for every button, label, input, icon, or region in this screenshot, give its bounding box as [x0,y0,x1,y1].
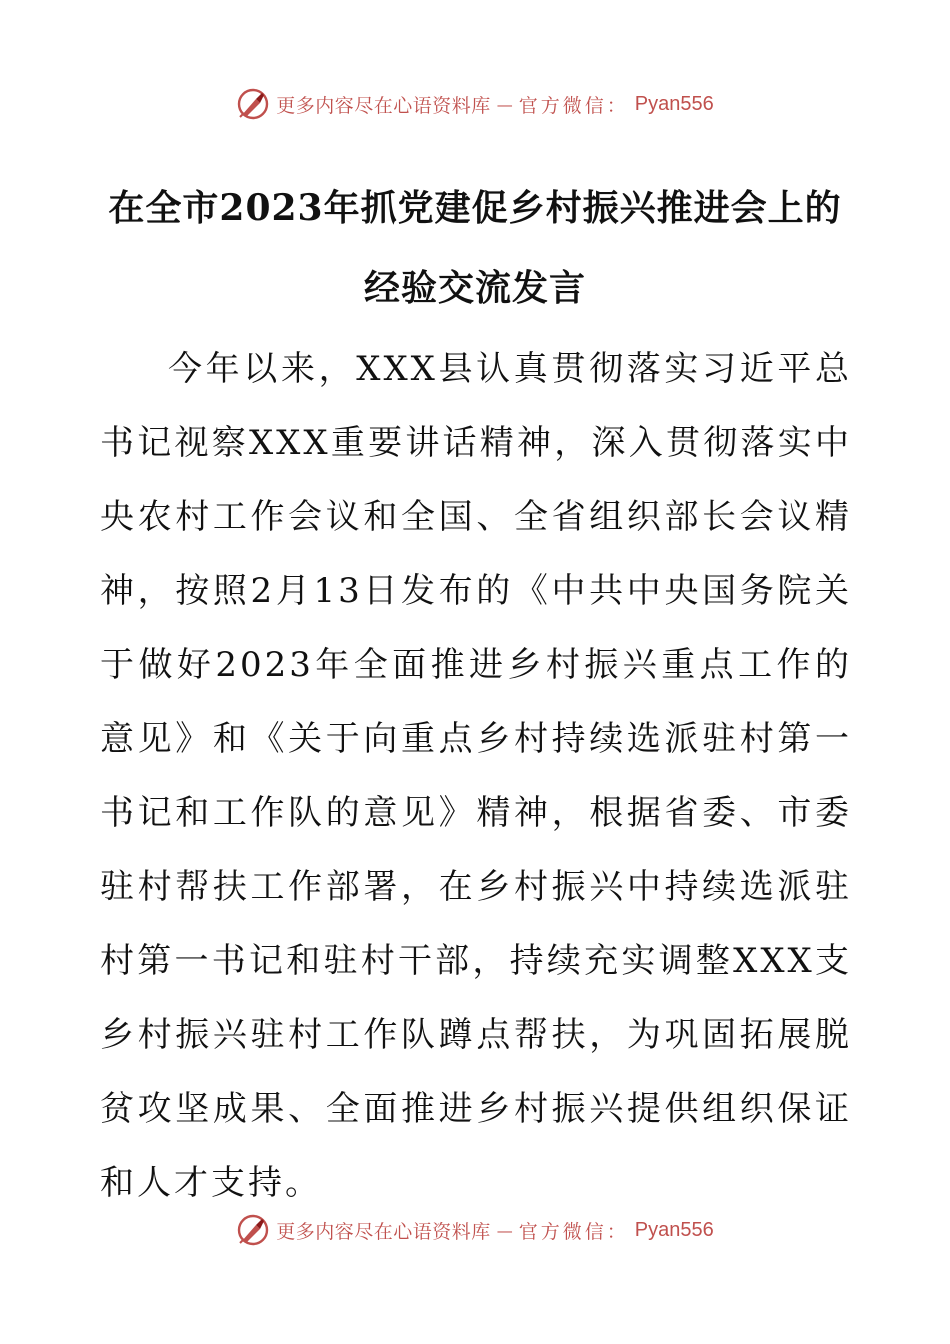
header-banner [0,84,950,124]
banner-text: 更多内容尽在心语资料库 [276,94,491,117]
banner-dash: — [496,1220,513,1240]
wechat-label: 官方微信： [518,94,629,117]
wechat-id: Pyan556 [634,92,714,115]
banner-dash: — [496,94,513,114]
wechat-label: 官方微信： [518,1220,629,1243]
pen-nib-logo-icon [236,87,270,121]
pen-nib-logo-icon [236,1213,270,1247]
body-paragraph: 今年以来，XXX县认真贯彻落实习近平总书记视察XXX重要讲话精神，深入贯彻落实中央农村工作会议和全国、全省组织部长会议精神，按照2月13日发布的《中共中央国务院关于做好2023年全面推进乡村振兴重点工作的意见》和《关于向重点乡村持续选派驻村第一书记和工作队的意见》精神，根据省委、市委驻村帮扶工作部署，在乡村振兴中持续选派驻村第一书记和驻村干部，持续充实调整XXX支乡村振兴驻村工作队蹲点帮扶，为巩固拓展脱贫攻坚成果、全面推进乡村振兴提供组织保证和人才支持。 [100,349,852,1203]
footer-banner [0,1210,950,1250]
banner-text: 更多内容尽在心语资料库 [276,1220,491,1243]
wechat-id: Pyan556 [634,1218,714,1241]
document-title: 在全市2023年抓党建促乡村振兴推进会上的经验交流发言 [108,187,842,309]
